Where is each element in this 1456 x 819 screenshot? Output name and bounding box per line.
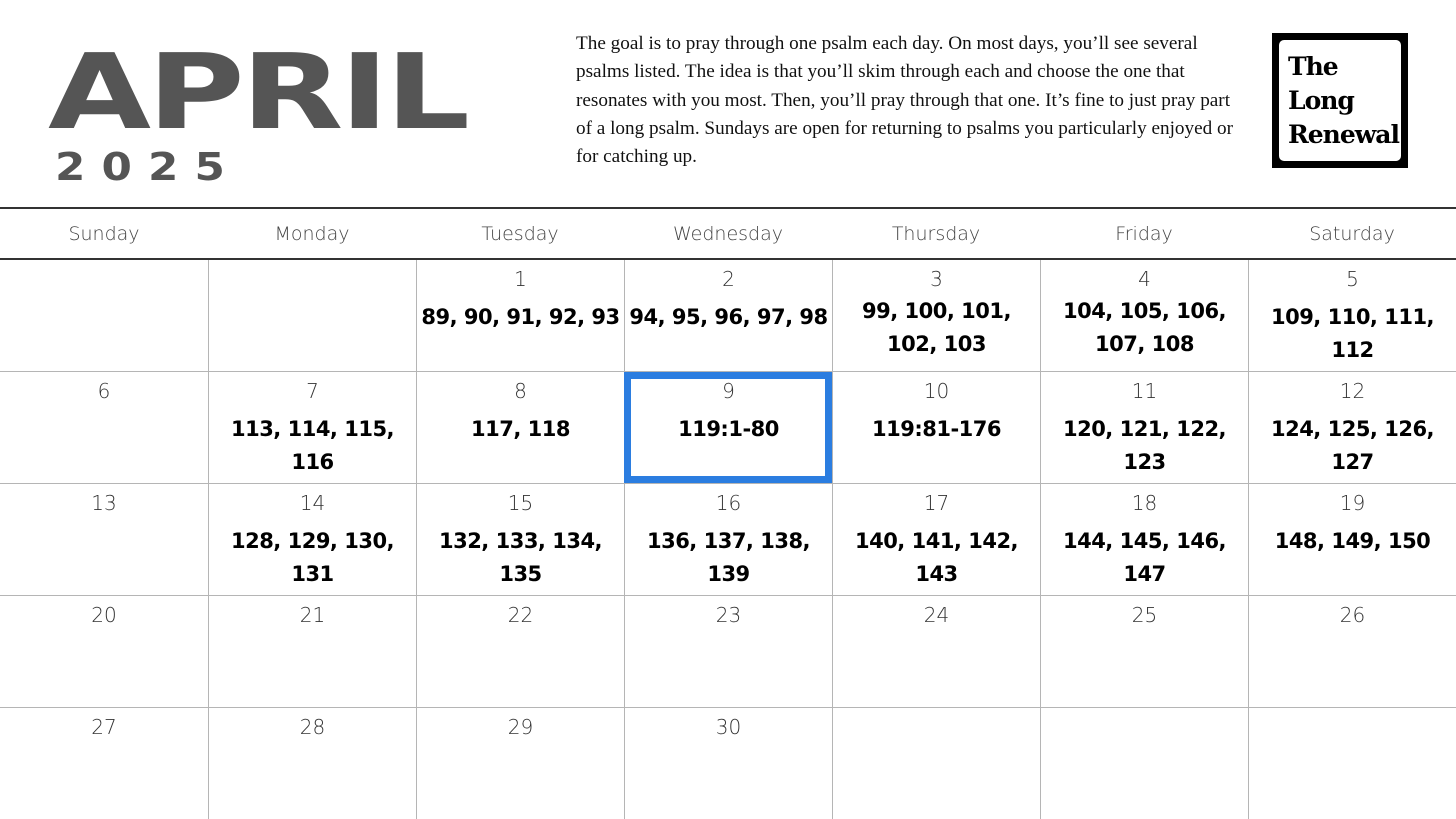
day-cell[interactable] bbox=[416, 484, 624, 595]
day-number: 11 bbox=[1131, 379, 1158, 403]
day-cell[interactable] bbox=[1248, 260, 1456, 371]
day-cell[interactable] bbox=[624, 596, 832, 707]
day-cell[interactable] bbox=[1040, 484, 1248, 595]
day-number: 18 bbox=[1131, 491, 1158, 515]
day-number: 13 bbox=[91, 491, 117, 515]
psalm-reading: 119:1-80 bbox=[678, 417, 779, 441]
day-cell[interactable] bbox=[208, 708, 416, 819]
day-cell[interactable] bbox=[1040, 372, 1248, 483]
day-cell[interactable] bbox=[624, 708, 832, 819]
week-row bbox=[0, 484, 1456, 596]
weekday-header-row bbox=[0, 209, 1456, 260]
psalm-reading: 144, 145, 146, 147 bbox=[1062, 529, 1227, 586]
day-cell[interactable] bbox=[416, 596, 624, 707]
psalm-reading: 148, 149, 150 bbox=[1274, 529, 1431, 553]
day-cell-selected[interactable] bbox=[624, 372, 832, 483]
day-number: 8 bbox=[514, 379, 527, 403]
empty-day-cell bbox=[1040, 708, 1248, 819]
week-row bbox=[0, 708, 1456, 819]
day-number: 28 bbox=[299, 715, 326, 739]
day-cell[interactable] bbox=[0, 596, 208, 707]
day-number: 22 bbox=[507, 603, 534, 627]
intro-text: The goal is to pray through one psalm each day. On most days, you’ll see several psalms listed. The idea is that you’ll skim through each and choose the one that resonates with you most. Then, you’ll pray through that one. It’s fine to just pray part of a long psalm. Sundays are open for returning to psalms you particularly enjoyed or for catching up. bbox=[576, 33, 1234, 168]
day-cell[interactable] bbox=[208, 596, 416, 707]
day-cell[interactable] bbox=[0, 708, 208, 819]
month-title: APRIL bbox=[48, 31, 467, 153]
day-number: 27 bbox=[91, 715, 117, 739]
day-number: 14 bbox=[299, 491, 326, 515]
day-cell[interactable] bbox=[832, 596, 1040, 707]
weekday-tuesday: Tuesday bbox=[481, 223, 559, 245]
empty-day-cell bbox=[208, 260, 416, 371]
day-number: 21 bbox=[299, 603, 326, 627]
psalm-reading: 120, 121, 122, 123 bbox=[1062, 417, 1227, 474]
day-number: 16 bbox=[715, 491, 742, 515]
weekday-monday: Monday bbox=[274, 223, 350, 245]
day-number: 15 bbox=[507, 491, 534, 515]
weeks-container bbox=[0, 260, 1456, 819]
day-number: 20 bbox=[91, 603, 117, 627]
calendar-grid bbox=[0, 207, 1456, 819]
day-number: 19 bbox=[1339, 491, 1366, 515]
day-number: 4 bbox=[1138, 267, 1151, 291]
day-number: 23 bbox=[715, 603, 742, 627]
psalm-reading: 89, 90, 91, 92, 93 bbox=[421, 305, 620, 329]
day-number: 24 bbox=[923, 603, 950, 627]
psalm-reading: 136, 137, 138, 139 bbox=[646, 529, 811, 586]
day-cell[interactable] bbox=[416, 708, 624, 819]
psalm-reading: 109, 110, 111, 112 bbox=[1270, 305, 1435, 362]
day-cell[interactable] bbox=[1040, 596, 1248, 707]
day-number: 1 bbox=[514, 267, 527, 291]
logo-line-3: Renewal bbox=[1288, 120, 1399, 149]
psalm-reading: 119:81-176 bbox=[871, 417, 1001, 441]
weekday-saturday: Saturday bbox=[1309, 223, 1395, 245]
day-cell[interactable] bbox=[832, 484, 1040, 595]
day-number: 6 bbox=[97, 379, 111, 403]
day-cell[interactable] bbox=[832, 260, 1040, 371]
day-cell[interactable] bbox=[624, 484, 832, 595]
week-row bbox=[0, 596, 1456, 708]
day-number: 17 bbox=[923, 491, 950, 515]
empty-day-cell bbox=[1248, 708, 1456, 819]
day-number: 10 bbox=[923, 379, 950, 403]
day-number: 9 bbox=[722, 379, 735, 403]
day-cell[interactable] bbox=[1248, 596, 1456, 707]
psalm-reading: 124, 125, 126, 127 bbox=[1270, 417, 1435, 474]
weekday-friday: Friday bbox=[1115, 223, 1173, 245]
year-title: 2025 bbox=[55, 145, 242, 189]
logo-line-1: The bbox=[1288, 52, 1338, 81]
empty-day-cell bbox=[832, 708, 1040, 819]
day-cell[interactable] bbox=[208, 372, 416, 483]
psalm-reading: 94, 95, 96, 97, 98 bbox=[629, 305, 828, 329]
weekday-thursday: Thursday bbox=[891, 223, 981, 245]
day-cell[interactable] bbox=[416, 372, 624, 483]
logo-inner bbox=[1279, 40, 1401, 161]
empty-day-cell bbox=[0, 260, 208, 371]
psalm-reading: 132, 133, 134, 135 bbox=[438, 529, 603, 586]
psalm-reading: 140, 141, 142, 143 bbox=[854, 529, 1019, 586]
week-row bbox=[0, 260, 1456, 372]
day-number: 7 bbox=[306, 379, 319, 403]
psalm-reading: 113, 114, 115, 116 bbox=[230, 417, 395, 474]
logo-line-2: Long bbox=[1288, 86, 1354, 115]
weekday-wednesday: Wednesday bbox=[672, 223, 783, 245]
day-number: 3 bbox=[930, 267, 943, 291]
day-cell[interactable] bbox=[1248, 484, 1456, 595]
day-number: 12 bbox=[1339, 379, 1366, 403]
day-cell[interactable] bbox=[1040, 260, 1248, 371]
day-number: 29 bbox=[507, 715, 534, 739]
psalm-reading: 104, 105, 106, 107, 108 bbox=[1062, 299, 1227, 356]
day-cell[interactable] bbox=[1248, 372, 1456, 483]
day-number: 25 bbox=[1131, 603, 1158, 627]
weekday-sunday: Sunday bbox=[68, 223, 140, 245]
day-number: 2 bbox=[722, 267, 735, 291]
day-cell[interactable] bbox=[416, 260, 624, 371]
psalm-reading: 99, 100, 101, 102, 103 bbox=[862, 299, 1011, 356]
day-number: 30 bbox=[715, 715, 742, 739]
day-number: 26 bbox=[1339, 603, 1366, 627]
day-cell[interactable] bbox=[0, 484, 208, 595]
day-number: 5 bbox=[1346, 267, 1359, 291]
day-cell[interactable] bbox=[208, 484, 416, 595]
day-cell[interactable] bbox=[0, 372, 208, 483]
psalm-reading: 128, 129, 130, 131 bbox=[230, 529, 395, 586]
day-cell[interactable] bbox=[624, 260, 832, 371]
day-cell[interactable] bbox=[832, 372, 1040, 483]
long-renewal-logo bbox=[1272, 33, 1408, 168]
psalm-reading: 117, 118 bbox=[471, 417, 570, 441]
week-row bbox=[0, 372, 1456, 484]
